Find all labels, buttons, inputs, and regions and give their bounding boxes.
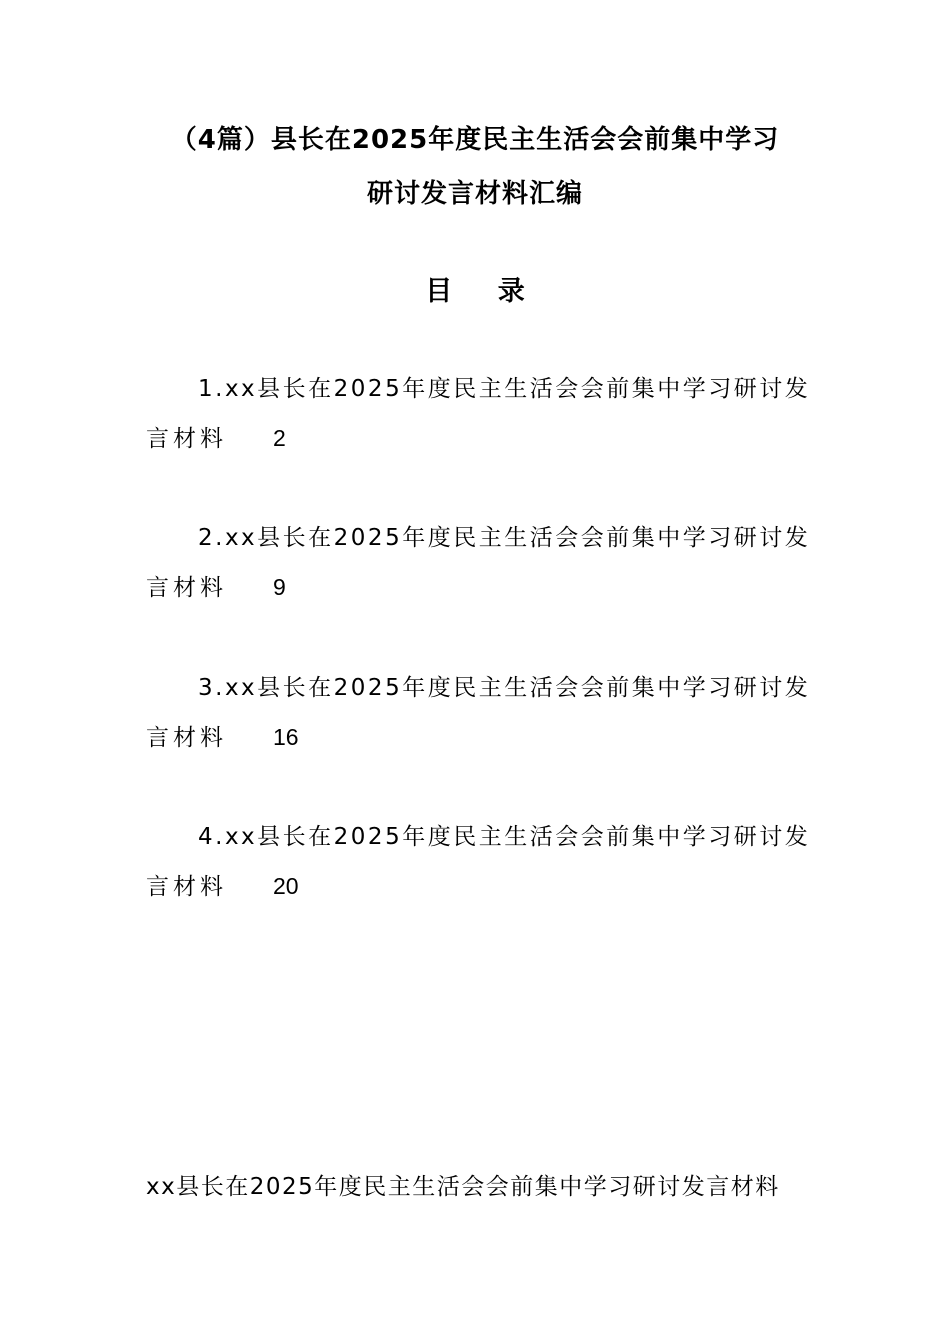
toc-entry-page-number: 16 bbox=[273, 724, 299, 750]
toc-entry-title-continued bbox=[146, 722, 806, 753]
toc-entry[interactable] bbox=[146, 673, 811, 753]
toc-entry-title: 4.xx县长在2025年度民主生活会会前集中学习研讨发 bbox=[198, 824, 811, 850]
toc-entry[interactable] bbox=[146, 822, 811, 902]
toc-entry-title: 2.xx县长在2025年度民主生活会会前集中学习研讨发 bbox=[198, 525, 811, 551]
document-title-line-1: （4篇）县长在2025年度民主生活会会前集中学习 bbox=[170, 125, 780, 155]
toc-entry-page-number: 2 bbox=[273, 425, 286, 451]
toc-entry-title-continued bbox=[146, 423, 806, 454]
toc-entry-title-suffix: 言材料 bbox=[146, 426, 227, 452]
toc-entry-title-continued bbox=[146, 871, 806, 902]
toc-entry-title-suffix: 言材料 bbox=[146, 575, 227, 601]
toc-entry-title-continued bbox=[146, 572, 806, 603]
document-title-line-2: 研讨发言材料汇编 bbox=[366, 179, 583, 209]
toc-entry[interactable] bbox=[146, 523, 811, 603]
first-section-title: xx县长在2025年度民主生活会会前集中学习研讨发言材料 bbox=[146, 1174, 780, 1200]
toc-entry-title: 1.xx县长在2025年度民主生活会会前集中学习研讨发 bbox=[198, 376, 811, 402]
toc-entry-title-suffix: 言材料 bbox=[146, 874, 227, 900]
toc-heading: 目 录 bbox=[425, 276, 543, 307]
toc-entry-title: 3.xx县长在2025年度民主生活会会前集中学习研讨发 bbox=[198, 675, 811, 701]
toc-entry-page-number: 9 bbox=[273, 574, 286, 600]
toc-entry[interactable] bbox=[146, 374, 811, 454]
toc-entry-page-number: 20 bbox=[273, 873, 299, 899]
toc-entry-title-suffix: 言材料 bbox=[146, 725, 227, 751]
